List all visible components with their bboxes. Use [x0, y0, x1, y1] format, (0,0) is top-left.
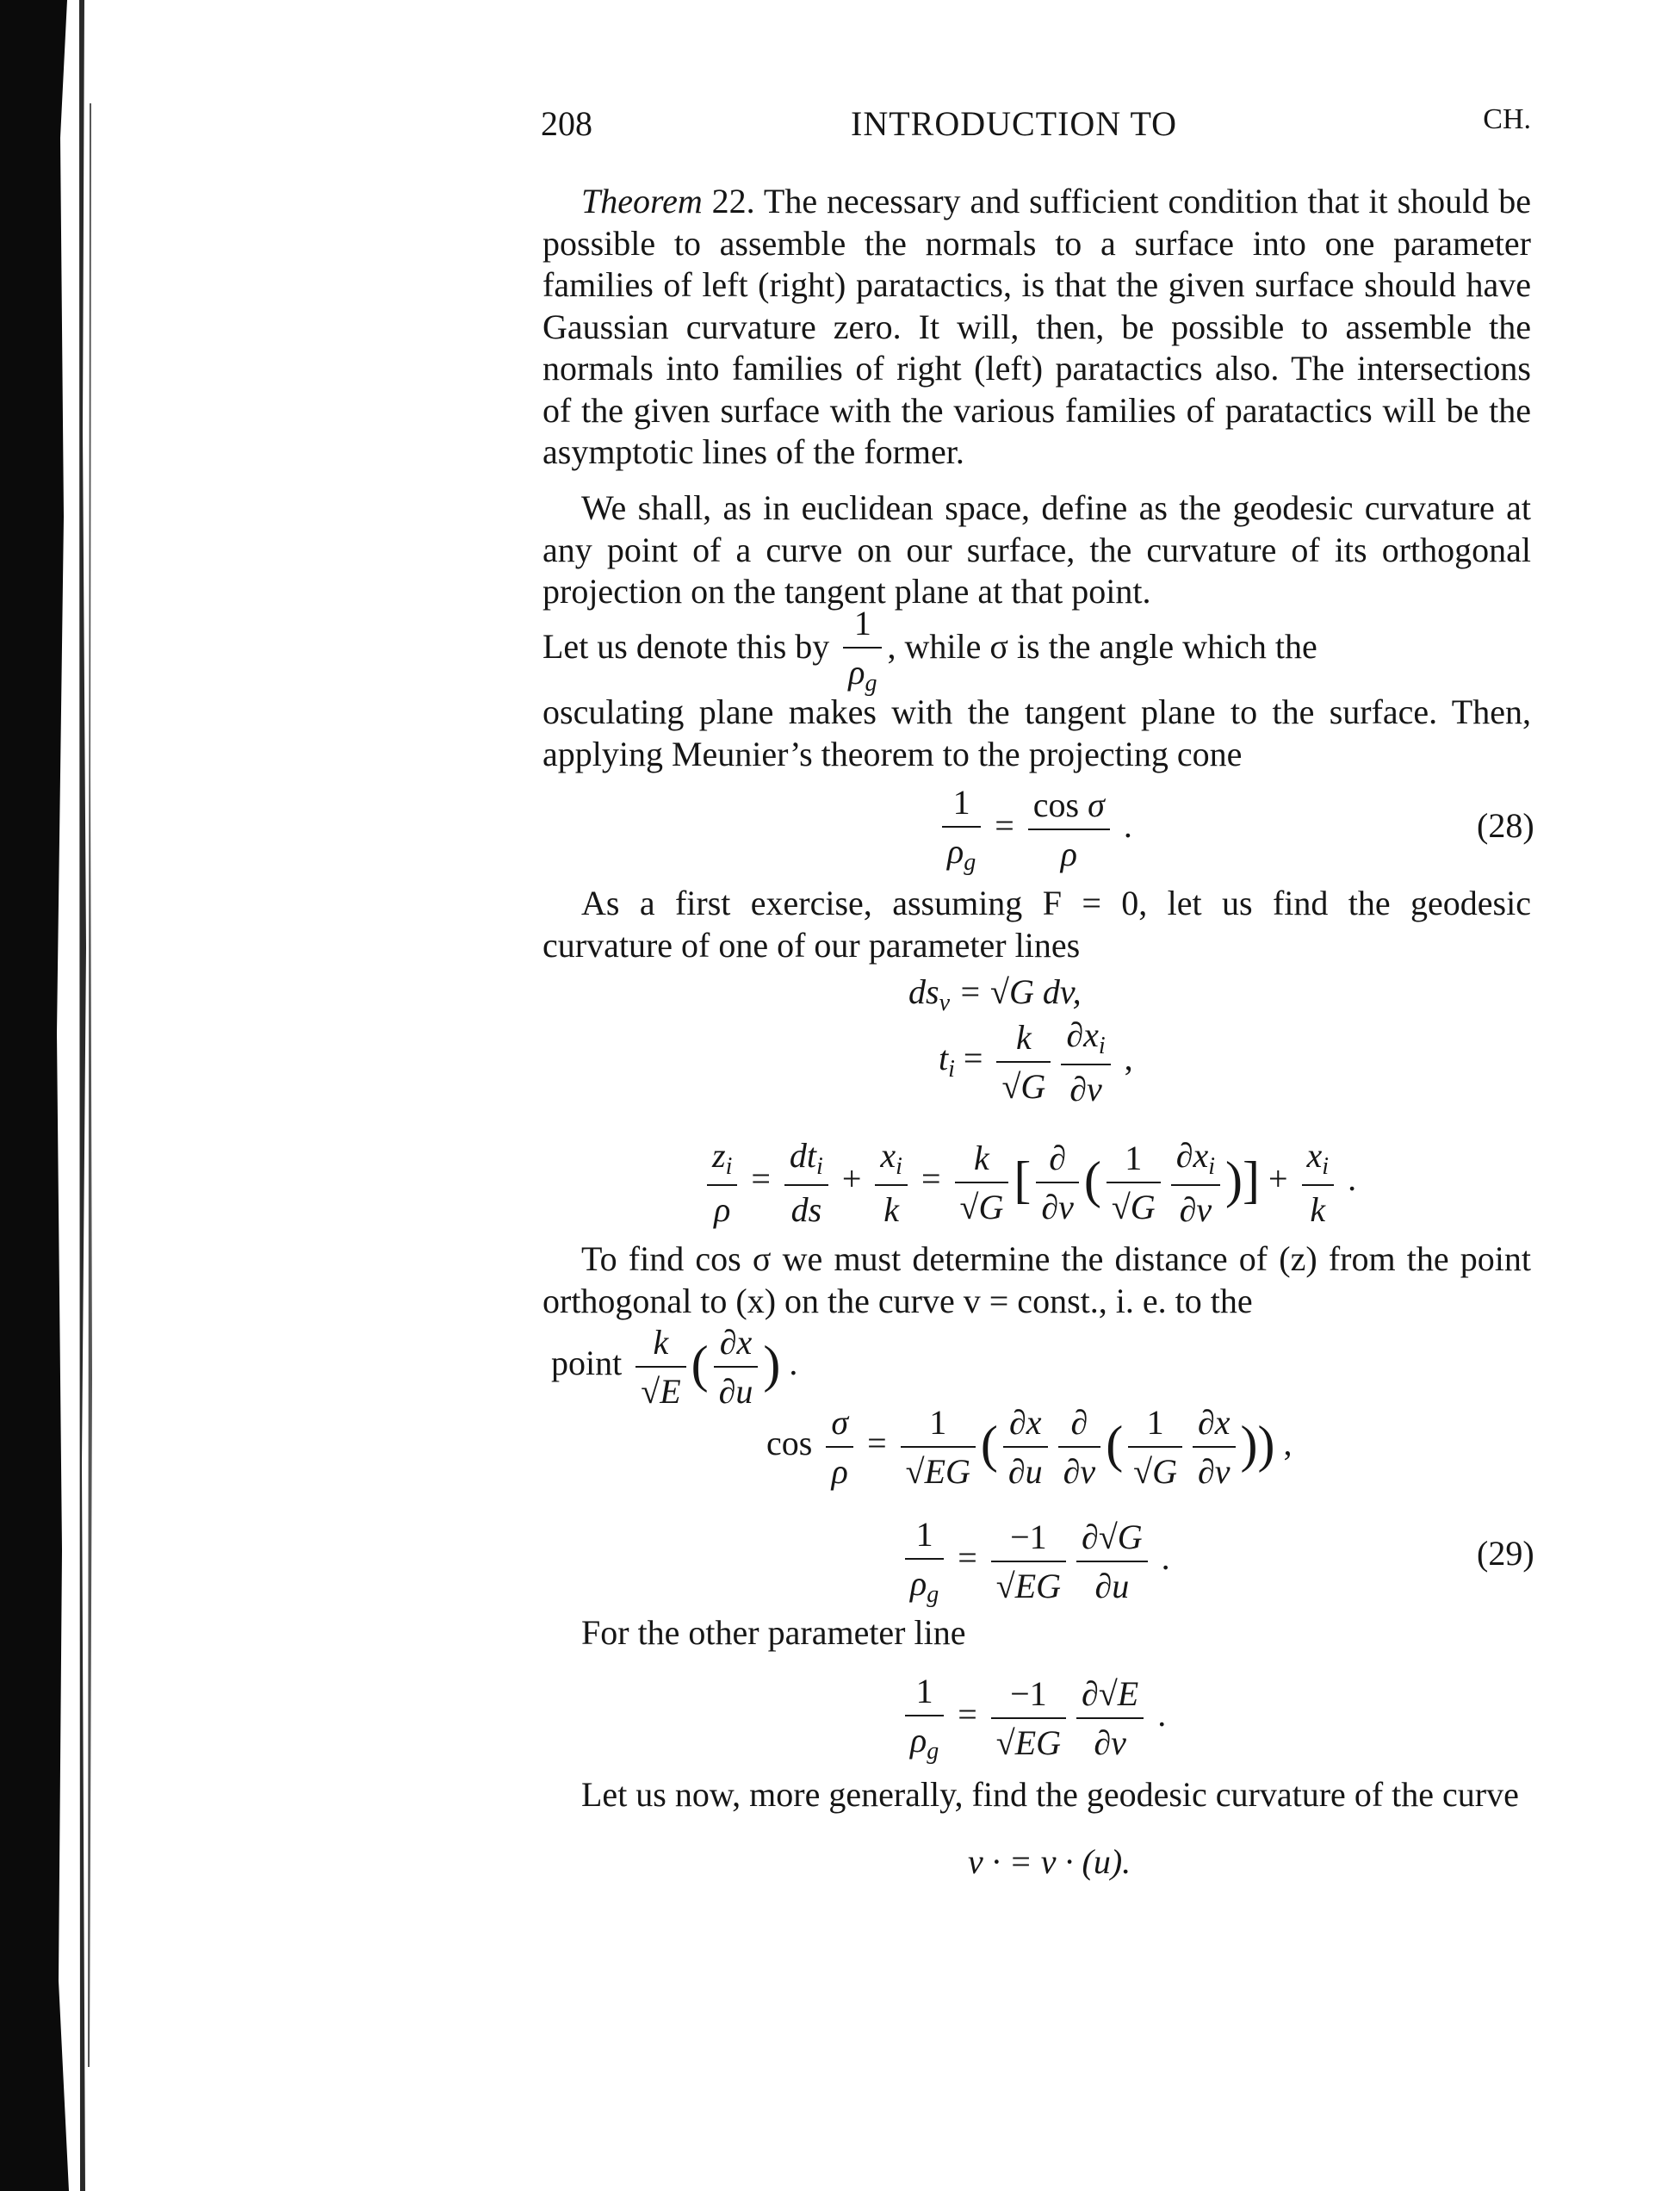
equation-t-i: $t_i$ = $\frac{k}{√G}$ $\frac{\partial x_i}{\partial v}$ ,: [939, 1015, 1133, 1108]
running-header: [541, 103, 1531, 155]
point-line: point $\frac{k}{√E}$ ( $\frac{\partial x}{\partial u}$ ) .: [551, 1323, 798, 1411]
equation-other-parameter-line: $\frac{1}{\rho_g}$ = $\frac{-1}{√EG}$ $\frac{\partial√E}{\partial v}$ .: [900, 1671, 1166, 1766]
equation-curve: v · = v · (u).: [968, 1842, 1131, 1881]
equation-z-i: $\frac{z_i}{\rho}$ = $\frac{dt_i}{ds}$ + $\frac{x_i}{k}$ = $\frac{k}{√G}$ [ $\frac{\partial}{\partial v}$ ( $\frac{1}{√G}$ $\frac{\partial x_i}{\partial v}$ )] + $\frac{x_i}{k}$ .: [702, 1135, 1356, 1230]
find-cos-sigma-paragraph: To find cos σ we must determine the distance of (z) from the point orthogonal to (x) on the curve v = const., i. e. to the: [542, 1239, 1531, 1320]
geodesic-definition-paragraph: We shall, as in euclidean space, define as the geodesic curvature at any point of a curve on our surface, the curvature of its orthogonal projection on the tangent plane at that point.: [542, 488, 1531, 611]
denote-text-end: , while σ is the angle which the: [887, 627, 1317, 667]
denote-text-start: Let us denote this by: [542, 627, 830, 667]
equation-28: $\frac{1}{\rho_g}$ = $\frac{\text{cos σ}}{\rho}$ .: [937, 782, 1132, 877]
other-parameter-paragraph: For the other parameter line: [581, 1613, 966, 1652]
equation-ds-v: $ds_v = √G$ dv,: [908, 972, 1082, 1016]
chapter-mark: CH.: [1483, 103, 1531, 135]
running-title: INTRODUCTION TO: [851, 104, 1178, 143]
denote-line: [542, 603, 1531, 698]
point-text: point: [551, 1344, 623, 1383]
equation-number-28: (28): [1477, 806, 1534, 845]
equation-number-29: (29): [1477, 1534, 1534, 1573]
page-number: 208: [541, 104, 592, 143]
osculating-paragraph: osculating plane makes with the tangent plane to the surface. Then, applying Meunier’s theorem to the projecting cone: [542, 692, 1531, 773]
equation-cos-sigma: cos $\frac{\sigma}{\rho}$ = $\frac{1}{√EG}$ ( $\frac{\partial x}{\partial u}$ $\frac{\partial}{\partial v}$ ( $\frac{1}{√G}$ $\frac{\partial x}{\partial v}$ )) ,: [766, 1403, 1293, 1491]
equation-29: $\frac{1}{\rho_g}$ = $\frac{-1}{√EG}$ $\frac{\partial√G}{\partial u}$ .: [900, 1514, 1170, 1609]
fraction-one-over-rho-g: $\frac{1}{\rho_g}$: [843, 603, 882, 698]
more-generally-paragraph: Let us now, more generally, find the geodesic curvature of the curve: [581, 1775, 1519, 1814]
first-exercise-paragraph: As a first exercise, assuming F = 0, let us find the geodesic curvature of one of our parameter lines: [542, 884, 1531, 965]
theorem-text: 22. The necessary and sufficient condition that it should be possible to assemble the normals to a surface into one parameter families of left (right) paratactics, is that the given surface should have Gaussian curvature zero. It will, then, be possible to assemble the normals into families of right (left) paratactics also. The intersections of the given surface with the various families of paratactics will be the asymptotic lines of the former.: [542, 182, 1531, 471]
theorem-22-paragraph: [542, 181, 1531, 474]
theorem-label: Theorem: [581, 182, 703, 220]
